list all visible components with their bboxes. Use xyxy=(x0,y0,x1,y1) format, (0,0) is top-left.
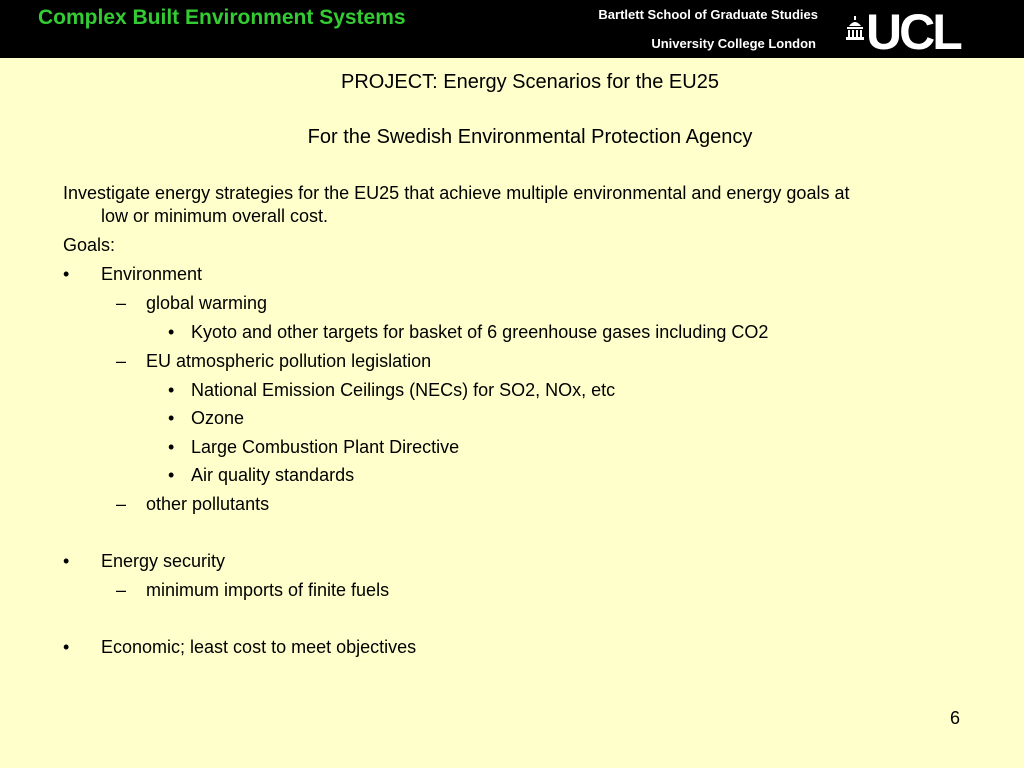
page-number: 6 xyxy=(950,708,961,728)
list-item-economic: Economic; least cost to meet objectives xyxy=(101,637,417,657)
bullet-marker: • xyxy=(63,551,70,571)
list-item-necs: National Emission Ceilings (NECs) for SO2, NOx, etc xyxy=(191,380,616,400)
bullet-marker: • xyxy=(63,264,70,284)
bullet-marker: • xyxy=(63,637,70,657)
slide-title: PROJECT: Energy Scenarios for the EU25 xyxy=(341,71,719,93)
header-bar xyxy=(0,0,1024,58)
list-item-kyoto: Kyoto and other targets for basket of 6 greenhouse gases including CO2 xyxy=(191,322,769,342)
school-name: Bartlett School of Graduate Studies xyxy=(598,7,818,22)
bullet-marker: • xyxy=(168,322,175,342)
ucl-logo: UCL xyxy=(866,4,960,60)
portico-dome-icon xyxy=(845,16,865,40)
list-item-lcpd: Large Combustion Plant Directive xyxy=(191,437,460,457)
dash-marker: – xyxy=(116,293,127,313)
intro-text-line1: Investigate energy strategies for the EU25 that achieve multiple environmental and energy goals at xyxy=(63,183,850,203)
dash-marker: – xyxy=(116,351,127,371)
brand-title: Complex Built Environment Systems xyxy=(38,6,406,29)
intro-text-line2: low or minimum overall cost. xyxy=(101,206,329,226)
list-item-environment: Environment xyxy=(101,264,203,284)
goals-label: Goals: xyxy=(63,235,116,255)
bullet-marker: • xyxy=(168,437,175,457)
list-item-eu-legislation: EU atmospheric pollution legislation xyxy=(146,351,432,371)
university-name: University College London xyxy=(651,36,816,51)
bullet-marker: • xyxy=(168,380,175,400)
slide-subtitle: For the Swedish Environmental Protection Agency xyxy=(307,126,753,148)
bullet-marker: • xyxy=(168,465,175,485)
list-item-other-pollutants: other pollutants xyxy=(146,494,270,514)
list-item-imports: minimum imports of finite fuels xyxy=(146,580,390,600)
list-item-energy-security: Energy security xyxy=(101,551,226,571)
bullet-marker: • xyxy=(168,408,175,428)
dash-marker: – xyxy=(116,494,127,514)
dash-marker: – xyxy=(116,580,127,600)
list-item-air-quality: Air quality standards xyxy=(191,465,355,485)
list-item-ozone: Ozone xyxy=(191,408,245,428)
list-item-global-warming: global warming xyxy=(146,293,268,313)
